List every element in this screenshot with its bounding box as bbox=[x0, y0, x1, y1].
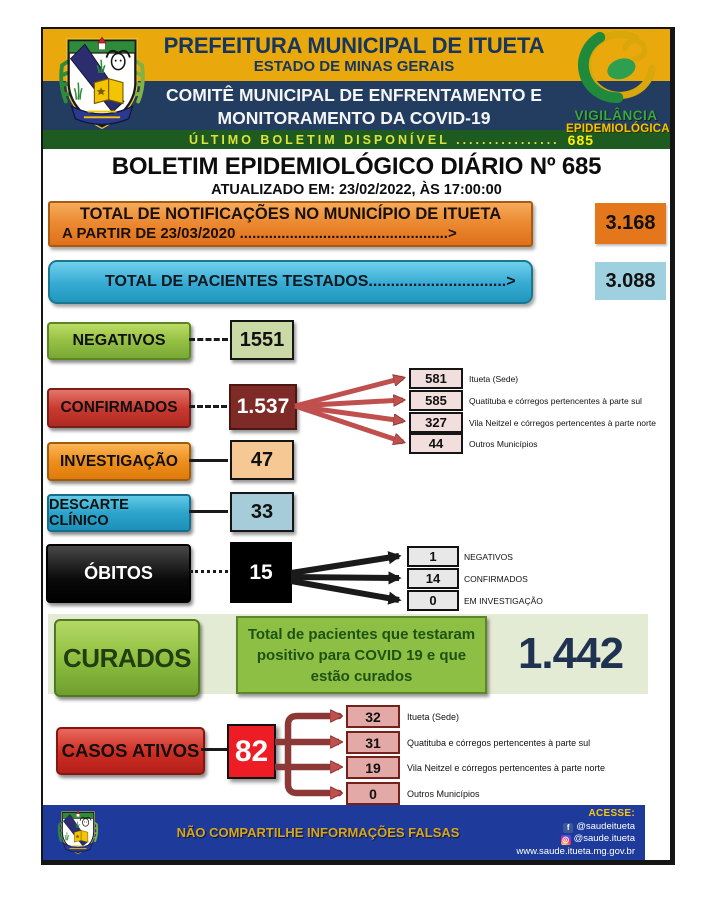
bulletin-title: BOLETIM EPIDEMIOLÓGICO DIÁRIO Nº 685 bbox=[111, 153, 602, 180]
state-name: ESTADO DE MINAS GERAIS bbox=[253, 58, 455, 75]
facebook-icon: f bbox=[563, 823, 573, 833]
footer-band bbox=[43, 805, 645, 860]
casos-breakdown-value: 0 bbox=[346, 782, 400, 805]
confirmados-breakdown-label: Itueta (Sede) bbox=[469, 374, 519, 384]
last-bulletin-label: ÚLTIMO BOLETIM DISPONÍVEL ................ bbox=[188, 132, 560, 147]
confirmados-breakdown-value: 327 bbox=[409, 412, 463, 433]
descarte-connector-line bbox=[189, 510, 228, 513]
footer-instagram-link[interactable] bbox=[516, 833, 635, 846]
confirmados-connector-line bbox=[189, 405, 227, 408]
obitos-breakdown-value: 0 bbox=[407, 590, 459, 611]
total-notifications-line2: A PARTIR DE 23/03/2020 ..................................................> bbox=[62, 225, 457, 242]
footer-coat-of-arms-icon bbox=[57, 809, 99, 856]
casos-ativos-label: CASOS ATIVOS bbox=[56, 727, 205, 775]
obitos-arrows bbox=[289, 537, 407, 617]
investigacao-connector-line bbox=[189, 459, 228, 462]
confirmados-breakdown-label: Quatituba e córregos pertencentes à parte sul bbox=[469, 396, 642, 406]
investigacao-label: INVESTIGAÇÃO bbox=[47, 442, 191, 481]
negativos-connector-line bbox=[189, 338, 228, 341]
confirmados-breakdown-value: 44 bbox=[409, 433, 463, 454]
casos-breakdown-label: Outros Municípios bbox=[407, 789, 480, 799]
casos-breakdown-value: 32 bbox=[346, 705, 400, 728]
total-notifications-line1: TOTAL DE NOTIFICAÇÕES NO MUNICÍPIO DE ITUETA bbox=[79, 205, 502, 223]
instagram-icon: ◎ bbox=[562, 835, 570, 844]
bulletin-updated-at: ATUALIZADO EM: 23/02/2022, ÀS 17:00:00 bbox=[211, 182, 502, 198]
committee-line2: MONITORAMENTO DA COVID-19 bbox=[217, 108, 491, 128]
descarte-clinico-label: DESCARTE CLÍNICO bbox=[47, 494, 191, 532]
municipal-coat-of-arms-icon bbox=[59, 33, 145, 133]
obitos-breakdown-label: NEGATIVOS bbox=[464, 552, 513, 562]
total-notifications-value: 3.168 bbox=[595, 203, 666, 244]
footer-facebook-link[interactable] bbox=[516, 821, 635, 834]
confirmados-label: CONFIRMADOS bbox=[47, 388, 191, 428]
confirmados-breakdown-label: Outros Municípios bbox=[469, 439, 538, 449]
vigilancia-logo-block bbox=[566, 31, 670, 135]
confirmados-arrows bbox=[291, 364, 413, 459]
instagram-handle[interactable]: @saude.itueta bbox=[573, 833, 635, 844]
facebook-handle[interactable]: @saudeitueta bbox=[576, 820, 635, 832]
casos-breakdown-label: Itueta (Sede) bbox=[407, 712, 460, 722]
confirmados-breakdown-label: Vila Neitzel e córregos pertencentes à parte norte bbox=[469, 418, 656, 428]
curados-description: Total de pacientes que testaram positivo para COVID 19 e que estão curados bbox=[236, 616, 487, 694]
obitos-label: ÓBITOS bbox=[46, 544, 191, 603]
obitos-breakdown-label: EM INVESTIGAÇÃO bbox=[464, 596, 543, 606]
descarte-clinico-value: 33 bbox=[230, 492, 294, 532]
confirmados-breakdown-value: 581 bbox=[409, 368, 463, 389]
committee-line1: COMITÊ MUNICIPAL DE ENFRENTAMENTO E bbox=[166, 85, 542, 105]
obitos-connector-line bbox=[190, 570, 228, 573]
vigilancia-epidemiologica-logo-icon bbox=[566, 31, 666, 103]
obitos-breakdown-value: 1 bbox=[407, 546, 459, 567]
negativos-value: 1551 bbox=[230, 320, 294, 360]
casos-breakdown-label: Quatituba e córregos pertencentes à parte sul bbox=[407, 738, 591, 748]
casos-breakdown-label: Vila Neitzel e córregos pertencentes à parte norte bbox=[407, 763, 605, 773]
municipality-name: PREFEITURA MUNICIPAL DE ITUETA bbox=[163, 33, 545, 58]
last-bulletin-number: 685 bbox=[567, 131, 595, 148]
casos-ativos-connector-line bbox=[201, 748, 227, 751]
investigacao-value: 47 bbox=[230, 440, 294, 480]
vigilancia-label-line1: VIGILÂNCIA bbox=[574, 108, 658, 123]
obitos-breakdown-value: 14 bbox=[407, 568, 459, 589]
footer-acesse-label: ACESSE: bbox=[588, 808, 635, 819]
casos-breakdown-value: 19 bbox=[346, 756, 400, 779]
casos-ativos-value: 82 bbox=[227, 724, 276, 779]
total-notifications-bar bbox=[48, 201, 533, 247]
confirmados-value: 1.537 bbox=[229, 384, 297, 430]
obitos-value: 15 bbox=[230, 542, 292, 603]
total-tested-value: 3.088 bbox=[595, 262, 666, 300]
casos-ativos-bracket-arrows bbox=[271, 699, 349, 807]
obitos-breakdown-label: CONFIRMADOS bbox=[464, 574, 528, 584]
vigilancia-label-line2: EPIDEMIOLÓGICA bbox=[566, 123, 670, 135]
total-tested-bar: TOTAL DE PACIENTES TESTADOS...............................> bbox=[48, 260, 533, 304]
committee-title bbox=[148, 84, 560, 130]
negativos-label: NEGATIVOS bbox=[47, 322, 191, 360]
footer-warning-message: NÃO COMPARTILHE INFORMAÇÕES FALSAS bbox=[176, 825, 460, 840]
curados-label: CURADOS bbox=[54, 619, 200, 697]
confirmados-breakdown-value: 585 bbox=[409, 390, 463, 411]
curados-value: 1.442 bbox=[517, 629, 624, 678]
footer-website-link[interactable]: www.saude.itueta.mg.gov.br bbox=[516, 845, 635, 857]
bulletin-document bbox=[41, 27, 675, 865]
casos-breakdown-value: 31 bbox=[346, 731, 400, 754]
footer-links-block bbox=[516, 808, 635, 858]
